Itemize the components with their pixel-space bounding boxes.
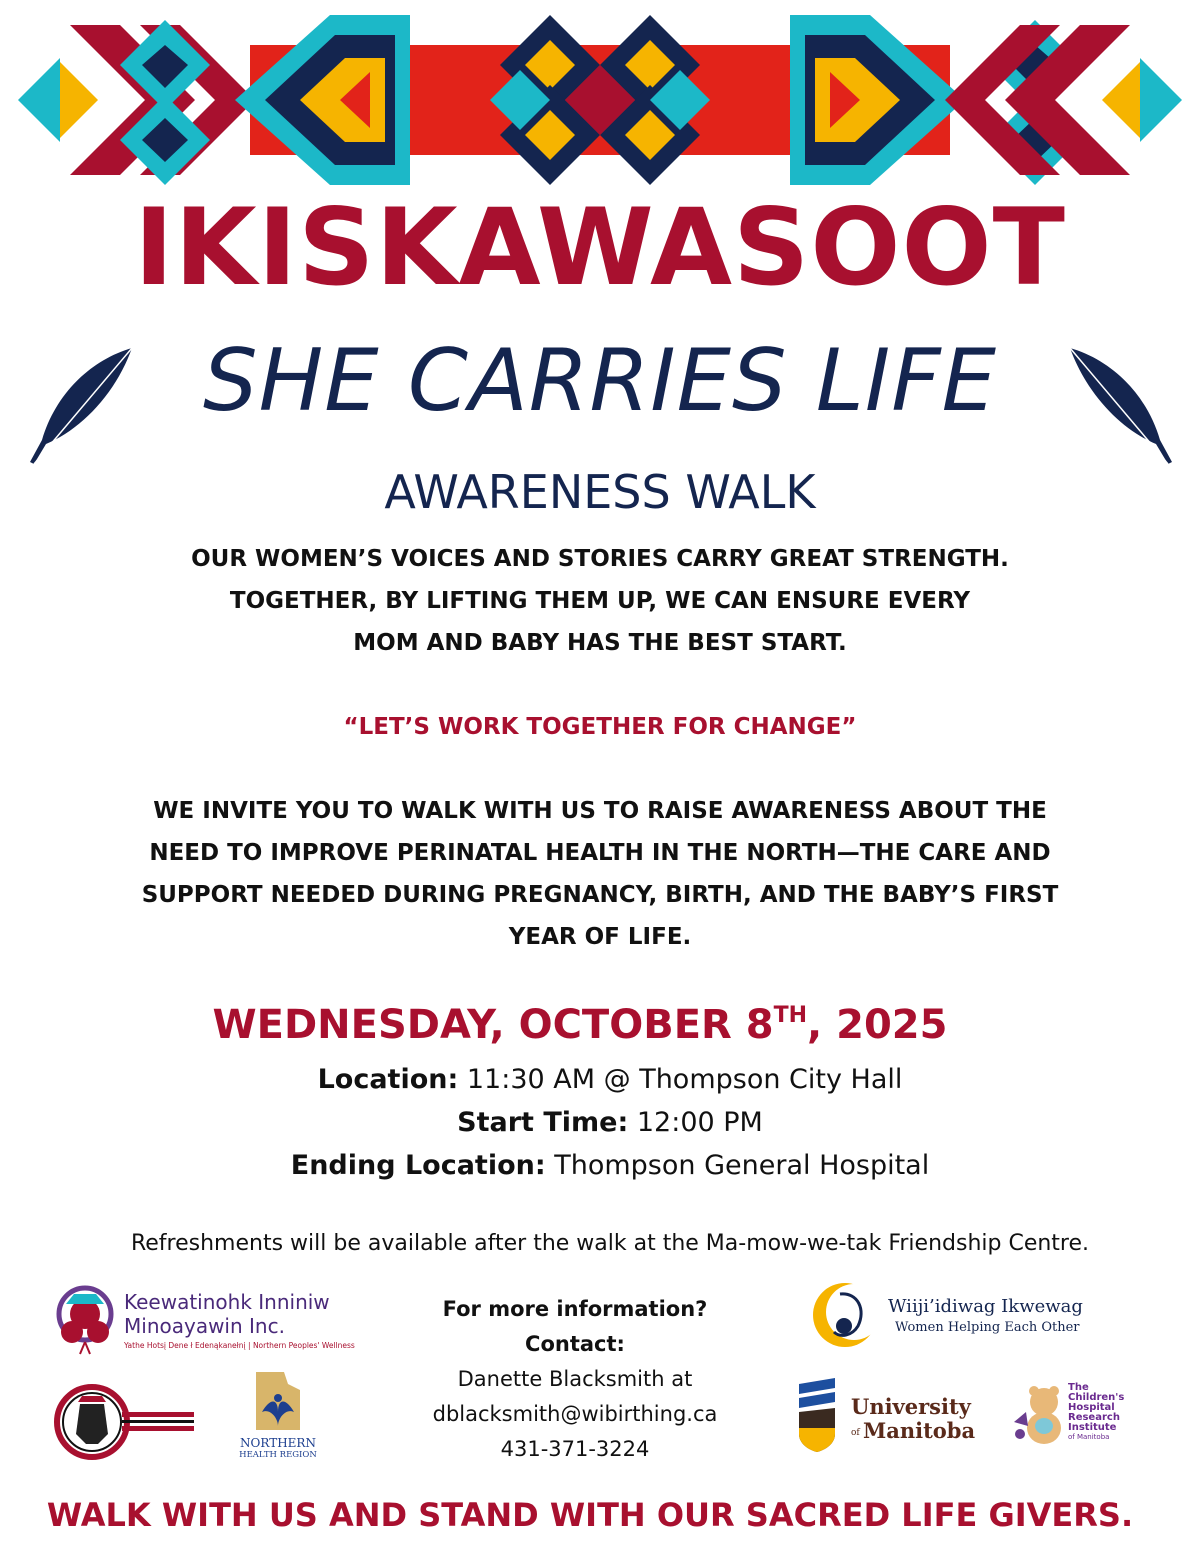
chri-line2: Children's [1068, 1392, 1125, 1403]
location-row [0, 1058, 1200, 1101]
university-manitoba-logo [795, 1378, 975, 1452]
wiiji-tagline: Women Helping Each Other [895, 1320, 1080, 1335]
contact-block [375, 1292, 775, 1467]
invite-line: SUPPORT NEEDED DURING PREGNANCY, BIRTH, AND THE BABY’S FIRST [141, 882, 1059, 908]
wiiji-name: Wiiji’idiwag Ikwewag [888, 1296, 1083, 1317]
university-crest-icon [795, 1378, 839, 1452]
start-time-label: Start Time: [457, 1107, 629, 1138]
start-time-value: 12:00 PM [628, 1107, 763, 1138]
contact-email[interactable]: dblacksmith@wibirthing.ca [432, 1402, 718, 1426]
teddy-bear-icon [1010, 1382, 1066, 1448]
chri-line5: Institute [1068, 1422, 1117, 1433]
refreshments-note: Refreshments will be available after the walk at the Ma-mow-we-tak Friendship Centre. [130, 1231, 1090, 1256]
event-details [0, 1058, 1200, 1187]
northern-health-logo [228, 1368, 328, 1464]
northern-line2: HEALTH REGION [239, 1450, 317, 1460]
ending-location-row [0, 1144, 1200, 1187]
geometric-banner [0, 0, 1200, 200]
date-prefix: WEDNESDAY, OCTOBER 8 [212, 1002, 774, 1048]
kim-name-line1: Keewatinohk Inniniw [124, 1290, 330, 1314]
footer-slogan: WALK WITH US AND STAND WITH OUR SACRED LIFE GIVERS. [46, 1496, 1134, 1534]
chri-line3: Hospital [1068, 1402, 1115, 1413]
intro-text [100, 538, 1100, 664]
chri-logo [1010, 1380, 1130, 1450]
ending-location-label: Ending Location: [290, 1150, 546, 1181]
feather-icon-right [1052, 340, 1182, 470]
quote: “LET’S WORK TOGETHER FOR CHANGE” [343, 714, 857, 740]
location-label: Location: [317, 1064, 459, 1095]
headdress-logo-icon [52, 1382, 197, 1462]
contact-label: Contact: [525, 1332, 625, 1356]
date-suffix: TH [773, 1003, 808, 1028]
chri-line6: of Manitoba [1068, 1433, 1110, 1441]
northern-line1: NORTHERN [240, 1436, 316, 1450]
manitoba-map-icon [248, 1368, 308, 1434]
intro-line: OUR WOMEN’S VOICES AND STORIES CARRY GREAT STRENGTH. [191, 546, 1009, 572]
chri-line4: Research [1068, 1412, 1120, 1423]
moon-mother-icon [810, 1280, 880, 1350]
location-value: 11:30 AM @ Thompson City Hall [458, 1064, 903, 1095]
invite-line: WE INVITE YOU TO WALK WITH US TO RAISE AWARENESS ABOUT THE [153, 798, 1047, 824]
wiiji-logo [810, 1280, 1100, 1350]
contact-phone[interactable]: 431-371-3224 [500, 1437, 650, 1461]
um-line1: University [851, 1394, 971, 1419]
kim-logo [52, 1284, 355, 1356]
um-line2: Manitoba [863, 1418, 976, 1443]
chri-line1: The [1068, 1382, 1089, 1393]
um-of: of [851, 1428, 860, 1438]
subtitle: SHE CARRIES LIFE [202, 331, 998, 431]
date-year: , 2025 [807, 1002, 948, 1048]
invite-text [80, 790, 1120, 958]
event-type-heading: AWARENESS WALK [384, 465, 816, 519]
invite-line: NEED TO IMPROVE PERINATAL HEALTH IN THE NORTH—THE CARE AND [149, 840, 1051, 866]
kim-emblem-icon [52, 1284, 118, 1356]
event-date [0, 986, 1160, 1055]
contact-heading: For more information? [442, 1297, 708, 1321]
contact-name: Danette Blacksmith at [457, 1367, 693, 1391]
start-time-row [0, 1101, 1200, 1144]
kim-name-line2: Minoayawin Inc. [124, 1314, 285, 1338]
invite-line: YEAR OF LIFE. [508, 924, 692, 950]
kim-tagline: Yathe Hotsį Dene ł Edenąkanełnį | Northern Peoples' Wellness [124, 1341, 355, 1350]
intro-line: MOM AND BABY HAS THE BEST START. [353, 630, 847, 656]
ending-location-value: Thompson General Hospital [545, 1150, 930, 1181]
intro-line: TOGETHER, BY LIFTING THEM UP, WE CAN ENSURE EVERY [229, 588, 971, 614]
page-title: IKISKAWASOOT [134, 186, 1066, 309]
